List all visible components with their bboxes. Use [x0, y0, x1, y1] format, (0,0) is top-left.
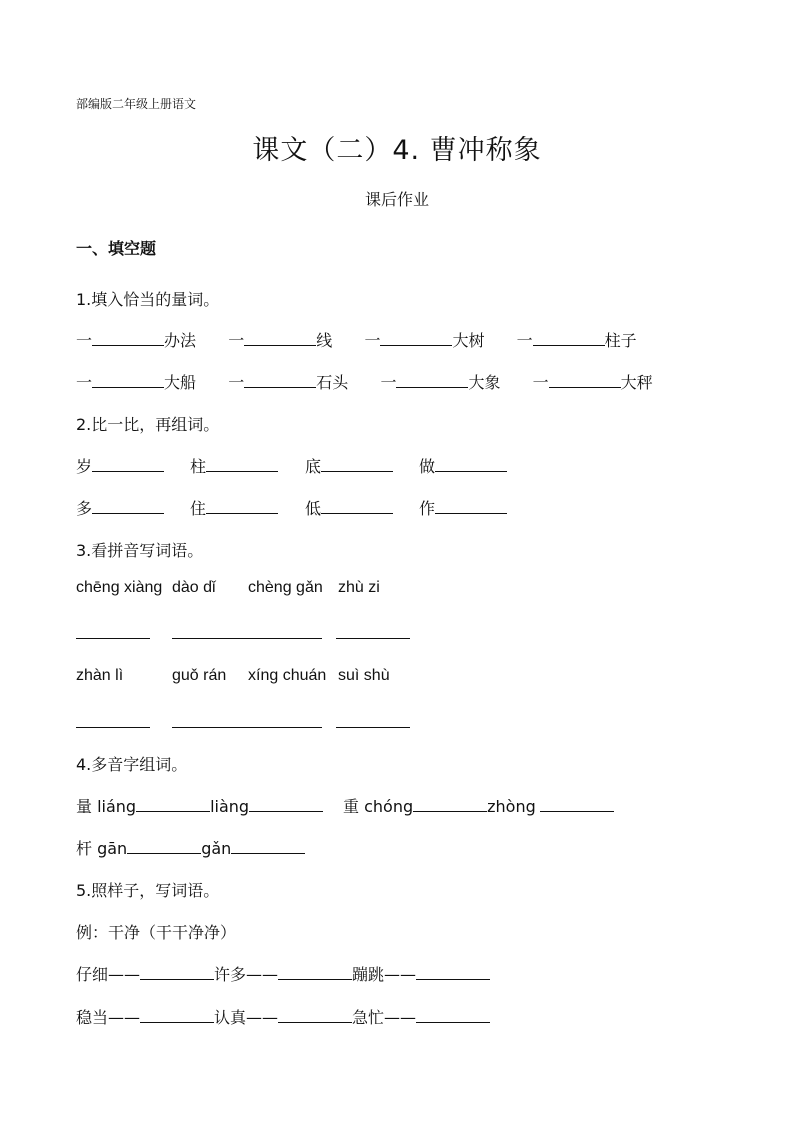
header-note: 部编版二年级上册语文	[76, 97, 197, 111]
section-heading: 一、填空题	[76, 239, 157, 258]
q1-word: 柱子	[604, 331, 637, 350]
pinyin: suì shù	[338, 667, 390, 684]
question-3-prompt: 3.看拼音写词语。	[76, 541, 204, 560]
answer-line	[76, 638, 150, 639]
q1-row-2: 一 大船 一 石头 一 大象 一 大秤	[76, 373, 653, 392]
page-title: 课文（二）4. 曹冲称象	[252, 135, 542, 166]
pinyin: guǒ rán	[172, 667, 227, 684]
q1-word: 石头	[316, 373, 349, 392]
question-1-prompt: 1.填入恰当的量词。	[76, 290, 220, 309]
pinyin: chèng gǎn	[248, 579, 323, 596]
answer-line	[172, 727, 322, 728]
example: 例：干净（干干净净）	[76, 923, 237, 942]
q4-row-2: 杆 gān gǎn	[76, 836, 305, 859]
answer-line	[172, 638, 322, 639]
answer-line	[336, 727, 410, 728]
q1-word: 大秤	[620, 373, 653, 392]
pinyin: zhù zi	[338, 579, 380, 596]
page-subtitle: 课后作业	[364, 190, 429, 209]
q2-row-2: 多	[76, 496, 164, 519]
q1-word: 线	[316, 331, 333, 350]
q1-word: 大象	[468, 373, 501, 392]
pinyin: zhàn lì	[76, 667, 124, 684]
q4-row-1: 量 liáng liàng	[76, 794, 323, 817]
pinyin: xíng chuán	[248, 667, 327, 684]
question-4-prompt: 4.多音字组词。	[76, 755, 188, 774]
q1-word: 大船	[164, 373, 197, 392]
question-2-prompt: 2.比一比，再组词。	[76, 415, 220, 434]
q1-row-1: 一 办法 一 线 一 大树 一 柱子	[76, 331, 637, 350]
q1-word: 大树	[452, 331, 485, 350]
q2-row-1: 岁	[76, 454, 164, 477]
q1-word: 办法	[164, 331, 197, 350]
answer-line	[336, 638, 410, 639]
question-5-prompt: 5.照样子，写词语。	[76, 881, 220, 900]
q5-row-2: 稳当—— 认真—— 急忙——	[76, 1005, 490, 1028]
answer-line	[76, 727, 150, 728]
q5-row-1: 仔细—— 许多—— 蹦跳——	[76, 962, 490, 985]
pinyin: dào dǐ	[172, 579, 216, 596]
pinyin: chēng xiàng	[76, 579, 163, 596]
